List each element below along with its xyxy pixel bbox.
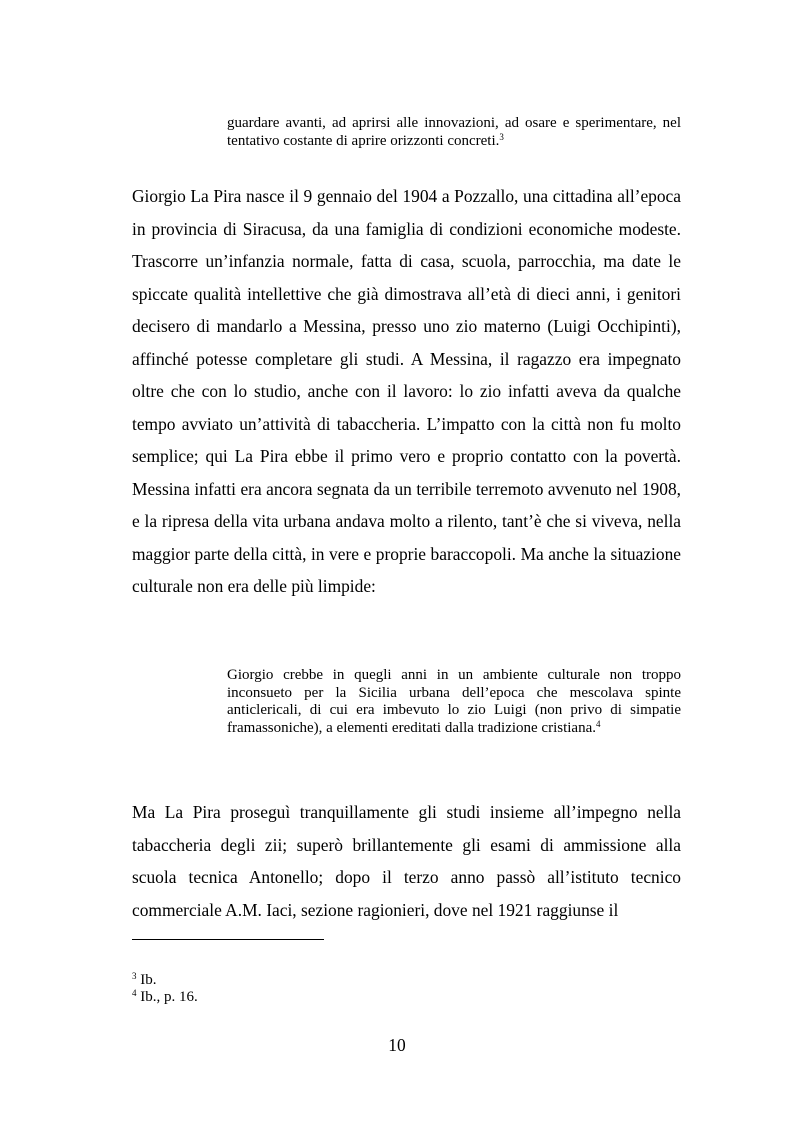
block-quote-text: guardare avanti, ad aprirsi alle innovazioni, ad osare e sperimentare, nel tentativo costante di aprire orizzonti concreti. bbox=[227, 115, 681, 149]
footnote-separator bbox=[132, 939, 324, 940]
footnote-item bbox=[132, 989, 681, 1006]
body-paragraph-2: Ma La Pira proseguì tranquillamente gli studi insieme all’impegno nella tabaccheria degli zii; superò brillantemente gli esami di ammissione alla scuola tecnica Antonello; dopo il terzo anno passò all’istituto tecnico commerciale A.M. Iaci, sezione ragionieri, dove nel 1921 raggiunse il bbox=[132, 802, 681, 920]
block-quote-1 bbox=[227, 115, 681, 150]
footnote-text: Ib. bbox=[140, 972, 157, 988]
page-number: 10 bbox=[388, 1035, 406, 1055]
footnote-number: 4 bbox=[132, 988, 137, 998]
footnote-text: Ib., p. 16. bbox=[140, 989, 198, 1005]
body-paragraph-1: Giorgio La Pira nasce il 9 gennaio del 1904 a Pozzallo, una cittadina all’epoca in provincia di Siracusa, da una famiglia di condizioni economiche modeste. Trascorre un’infanzia normale, fatta di casa, scuola, parrocchia, ma date le spiccate qualità intellettive che già dimostrava all’età di dieci anni, i genitori decisero di mandarlo a Messina, presso uno zio materno (Luigi Occhipinti), affinché potesse completare gli studi. A Messina, il ragazzo era impegnato oltre che con lo studio, anche con il lavoro: lo zio infatti aveva da qualche tempo avviato un’attività di tabaccheria. L’impatto con la città non fu molto semplice; qui La Pira ebbe il primo vero e proprio contatto con la povertà. Messina infatti era ancora segnata da un terribile terremoto avvenuto nel 1908, e la ripresa della vita urbana andava molto a rilento, tant’è che si viveva, nella maggior parte della città, in vere e proprie baraccopoli. Ma anche la situazione culturale non era delle più limpide: bbox=[132, 186, 681, 596]
block-quote-text: Giorgio crebbe in quegli anni in un ambiente culturale non troppo inconsueto per la Sicilia urbana dell’epoca che mescolava spinte anticlericali, di cui era imbevuto lo zio Luigi (non privo di simpatie framassoniche), a elementi ereditati dalla tradizione cristiana. bbox=[227, 667, 681, 736]
footnote-number: 3 bbox=[132, 971, 137, 981]
footnote-reference: 3 bbox=[499, 131, 504, 142]
footnote-item bbox=[132, 972, 681, 989]
block-quote-2 bbox=[227, 667, 681, 737]
footnotes bbox=[132, 972, 681, 1006]
footnote-reference: 4 bbox=[596, 718, 601, 729]
